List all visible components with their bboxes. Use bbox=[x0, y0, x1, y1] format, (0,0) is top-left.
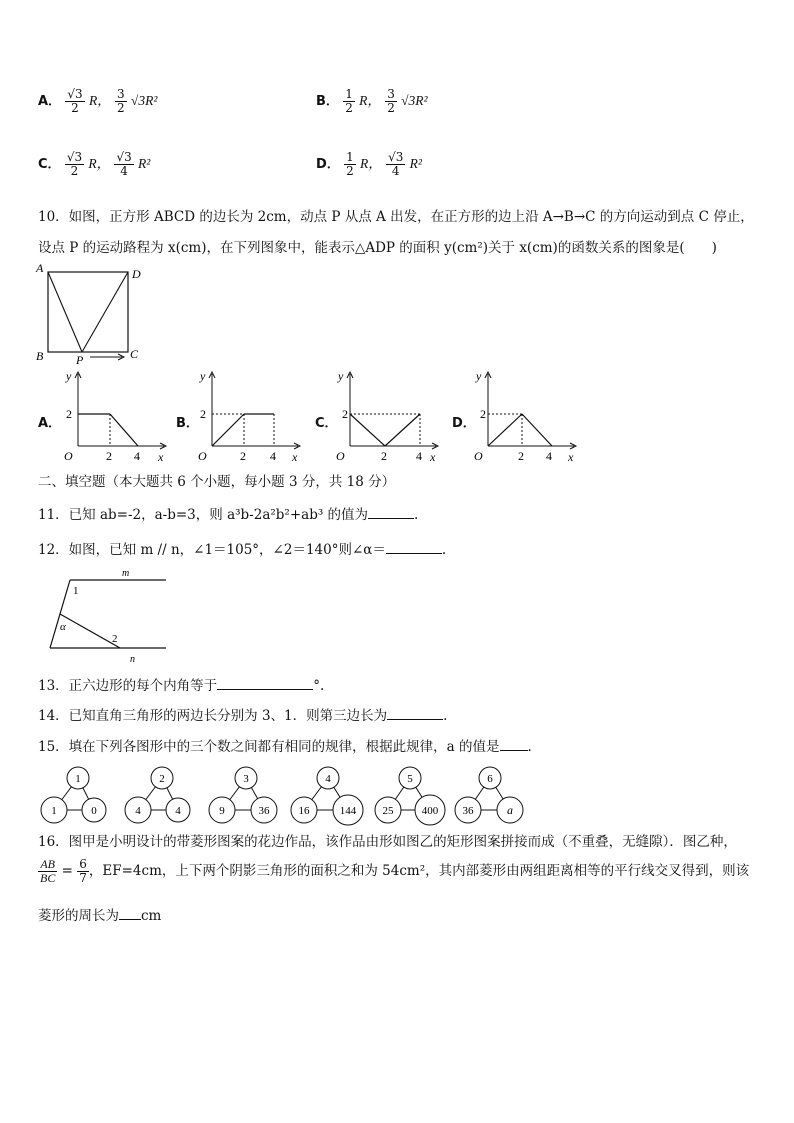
x-label: x bbox=[158, 450, 164, 464]
x-label: x bbox=[430, 450, 436, 464]
top-number: 5 bbox=[407, 773, 413, 785]
q16-line2-text: ，EF=4cm，上下两个阴影三角形的面积之和为 54cm²，其内部菱形由两组距离相等的平行线交叉得到，则该 bbox=[88, 863, 750, 880]
number-pattern-figure bbox=[36, 764, 526, 826]
x-label: x bbox=[568, 450, 574, 464]
q11-text: 11．已知 ab=-2，a-b=3，则 a³b-2a²b²+ab³ 的值为 bbox=[38, 507, 369, 523]
fraction: $\frac{√3}{2}$ bbox=[66, 150, 83, 179]
fraction: $\frac{1}{2}$ bbox=[346, 150, 354, 179]
option-a: A． $\frac{√3}{2}$ R， $\frac{3}{2}$ √3R² bbox=[38, 87, 158, 116]
unknown-a: a bbox=[507, 803, 513, 817]
section-heading: 二、填空题（本大题共 6 个小题，每小题 3 分，共 18 分） bbox=[38, 474, 396, 490]
answer-blank[interactable] bbox=[387, 707, 443, 720]
left-number: 36 bbox=[462, 805, 474, 817]
q14-text: 14．已知直角三角形的两边长分别为 3、1．则第三边长为 bbox=[38, 708, 388, 724]
left-number: 16 bbox=[298, 805, 310, 817]
h-tick-2: 2 bbox=[106, 449, 112, 463]
graph-a bbox=[56, 366, 174, 466]
y-label: y bbox=[476, 369, 482, 383]
angle-alpha-label: α bbox=[60, 621, 66, 633]
fraction: $\frac{3}{2}$ bbox=[387, 87, 395, 116]
y-label: y bbox=[338, 369, 344, 383]
graph-option-b-label: B． bbox=[176, 416, 199, 431]
circle-group bbox=[291, 767, 363, 825]
segment bbox=[60, 614, 120, 648]
answer-blank[interactable] bbox=[500, 738, 528, 751]
y-label: y bbox=[200, 369, 206, 383]
circle-group bbox=[455, 767, 523, 823]
origin-label: O bbox=[474, 449, 483, 463]
origin-label: O bbox=[336, 449, 345, 463]
h-tick-4: 4 bbox=[416, 449, 422, 463]
label-a: A bbox=[36, 262, 44, 275]
q13: 13．正六边形的每个内角等于 °. bbox=[38, 678, 325, 694]
option-b: B． $\frac{1}{2}$ R， $\frac{3}{2}$ √3R² bbox=[316, 87, 428, 116]
label-d: D bbox=[132, 267, 141, 281]
option-label: A． bbox=[38, 94, 62, 110]
fraction-6-7: $\frac{6}{7}$ bbox=[79, 857, 87, 886]
q15: 15．填在下列各图形中的三个数之间都有相同的规律，根据此规律，a 的值是 . bbox=[38, 739, 532, 755]
graph-line bbox=[110, 414, 138, 446]
left-number: 25 bbox=[382, 805, 394, 817]
top-number: 1 bbox=[75, 773, 81, 785]
q16-line2: $\frac{AB}{BC}$ = $\frac{6}{7}$ ，EF=4cm，上下两个阴影三角形的面积之和为 54cm²，其内部菱形由两组距离相等的平行线交叉得到，则该 bbox=[40, 857, 750, 886]
angle-1-label: 1 bbox=[73, 585, 79, 597]
h-tick-2: 2 bbox=[240, 449, 246, 463]
origin-label: O bbox=[64, 449, 73, 463]
parallel-lines-figure bbox=[44, 566, 174, 666]
graph-line bbox=[522, 414, 552, 446]
fraction: $\frac{1}{2}$ bbox=[345, 87, 353, 116]
h-tick-4: 4 bbox=[270, 449, 276, 463]
square-abcd bbox=[48, 272, 128, 352]
q10-line1: 10．如图，正方形 ABCD 的边长为 2cm，动点 P 从点 A 出发，在正方形的边上沿 A→B→C 的方向运动到点 C 停止， bbox=[38, 209, 754, 225]
q12: 12．如图，已知 m // n，∠1＝105°，∠2＝140°则∠α＝ . bbox=[38, 542, 447, 558]
answer-blank[interactable] bbox=[386, 541, 442, 554]
graph-option-d-label: D． bbox=[452, 416, 476, 431]
label-m: m bbox=[122, 568, 130, 579]
right-number: 0 bbox=[91, 805, 97, 817]
v-tick-2: 2 bbox=[200, 407, 206, 421]
label-p: P bbox=[76, 353, 84, 364]
label-n: n bbox=[130, 654, 135, 665]
left-number: 4 bbox=[135, 805, 141, 817]
answer-blank[interactable] bbox=[217, 677, 313, 690]
segment-ap bbox=[48, 272, 82, 352]
q14: 14．已知直角三角形的两边长分别为 3、1．则第三边长为 . bbox=[38, 708, 448, 724]
graph-line bbox=[385, 414, 420, 446]
x-label: x bbox=[292, 450, 298, 464]
circle-group bbox=[41, 767, 106, 823]
graph-option-a-label: A． bbox=[38, 416, 62, 431]
graph-line bbox=[488, 414, 522, 446]
square-figure bbox=[34, 262, 154, 364]
label-b: B bbox=[36, 349, 44, 363]
graph-b bbox=[190, 366, 308, 466]
q12-text: 12．如图，已知 m // n，∠1＝105°，∠2＝140°则∠α＝ bbox=[38, 542, 386, 558]
option-label: B． bbox=[316, 94, 339, 110]
fraction: $\frac{√3}{2}$ bbox=[67, 87, 83, 116]
top-number: 3 bbox=[243, 773, 249, 785]
right-number: 36 bbox=[258, 805, 270, 817]
option-label: C． bbox=[38, 157, 61, 173]
right-number: 400 bbox=[421, 805, 439, 817]
v-tick-2: 2 bbox=[342, 407, 348, 421]
h-tick-2: 2 bbox=[381, 449, 387, 463]
left-number: 1 bbox=[51, 805, 57, 817]
top-number: 6 bbox=[487, 773, 493, 785]
h-tick-2: 2 bbox=[518, 449, 524, 463]
top-number: 4 bbox=[325, 773, 331, 785]
q13-text: 13．正六边形的每个内角等于 bbox=[38, 678, 218, 694]
circle-group bbox=[209, 767, 277, 823]
right-number: 144 bbox=[339, 805, 357, 817]
option-c: C． $\frac{√3}{2}$ R， $\frac{√3}{4}$ R² bbox=[38, 150, 151, 179]
q15-text: 15．填在下列各图形中的三个数之间都有相同的规律，根据此规律，a 的值是 bbox=[38, 739, 500, 755]
circle-group bbox=[375, 767, 445, 825]
h-tick-4: 4 bbox=[134, 449, 140, 463]
left-number: 9 bbox=[219, 805, 225, 817]
option-d: D． $\frac{1}{2}$ R， $\frac{√3}{4}$ R² bbox=[316, 150, 422, 179]
fraction: $\frac{3}{2}$ bbox=[116, 87, 125, 116]
y-label: y bbox=[66, 369, 72, 383]
right-number: 4 bbox=[175, 805, 181, 817]
graph-c bbox=[328, 366, 446, 466]
h-tick-4: 4 bbox=[546, 449, 552, 463]
q16-line3: 菱形的周长为 cm bbox=[38, 908, 162, 924]
graph-line bbox=[212, 414, 244, 446]
top-number: 2 bbox=[159, 773, 165, 785]
fraction-ab-bc: $\frac{AB}{BC}$ bbox=[40, 857, 56, 886]
answer-blank[interactable] bbox=[119, 907, 141, 920]
graph-option-c-label: C． bbox=[315, 416, 338, 431]
label-c: C bbox=[130, 347, 139, 361]
angle-2-label: 2 bbox=[112, 633, 118, 645]
option-label: D． bbox=[316, 157, 340, 173]
segment-dp bbox=[82, 272, 128, 352]
origin-label: O bbox=[198, 449, 207, 463]
v-tick-2: 2 bbox=[480, 407, 486, 421]
v-tick-2: 2 bbox=[66, 407, 72, 421]
fraction: $\frac{√3}{4}$ bbox=[116, 150, 132, 179]
q11: 11．已知 ab=-2，a-b=3，则 a³b-2a²b²+ab³ 的值为 . bbox=[38, 507, 419, 523]
graph-d bbox=[466, 366, 584, 466]
answer-blank[interactable] bbox=[368, 506, 414, 519]
q10-line2: 设点 P 的运动路程为 x(cm)，在下列图象中，能表示△ADP 的面积 y(cm²)关于 x(cm)的函数关系的图象是( ) bbox=[38, 240, 717, 256]
circle-group bbox=[125, 767, 190, 823]
fraction: $\frac{√3}{4}$ bbox=[388, 150, 404, 179]
q16-line1: 16．图甲是小明设计的带菱形图案的花边作品，该作品由形如图乙的矩形图案拼接而成（不重叠，无缝隙）．图乙种， bbox=[38, 834, 737, 850]
graph-line bbox=[350, 414, 385, 446]
